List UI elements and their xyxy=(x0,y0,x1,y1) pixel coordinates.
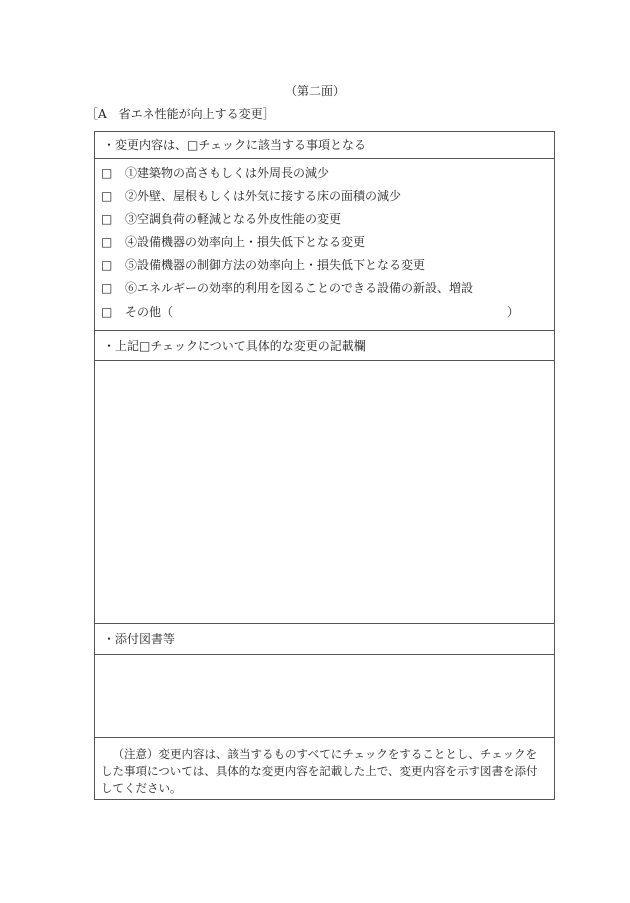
checkbox-icon[interactable]: □ xyxy=(101,235,113,249)
details-header: ・上記□チェックについて具体的な変更の記載欄 xyxy=(103,339,366,353)
checkbox-icon[interactable]: □ xyxy=(101,212,113,226)
other-close-paren: ） xyxy=(507,305,520,319)
checkbox-icon[interactable]: □ xyxy=(101,281,113,295)
checkbox-icon[interactable]: □ xyxy=(101,189,113,203)
checkbox-item-3[interactable] xyxy=(95,208,554,231)
divider xyxy=(95,330,554,331)
note-text: （注意）変更内容は、該当するものすべてにチェックをすることとし、チェックをした事項については、具体的な変更内容を記載した上で、変更内容を示す図書を添付してください。 xyxy=(101,747,538,795)
divider xyxy=(95,158,554,159)
change-form xyxy=(94,131,555,800)
section-title: ［A 省エネ性能が向上する変更］ xyxy=(86,107,275,121)
divider xyxy=(95,623,554,624)
divider xyxy=(95,737,554,738)
checkbox-item-2[interactable] xyxy=(95,185,554,208)
checkbox-label: ①建築物の高さもしくは外周長の減少 xyxy=(125,166,330,180)
page-label: （第二面） xyxy=(284,84,345,98)
checkbox-item-5[interactable] xyxy=(95,254,554,277)
other-label: その他（ xyxy=(125,305,174,319)
checkbox-label: ⑤設備機器の制御方法の効率向上・損失低下となる変更 xyxy=(125,258,426,272)
checkbox-item-6[interactable] xyxy=(95,277,554,300)
checkbox-item-1[interactable] xyxy=(95,162,554,185)
checkbox-label: ④設備機器の効率向上・損失低下となる変更 xyxy=(125,235,366,249)
checkbox-label: ③空調負荷の軽減となる外皮性能の変更 xyxy=(125,212,342,226)
checkbox-item-other[interactable] xyxy=(95,301,554,324)
checkbox-icon[interactable]: □ xyxy=(101,166,113,180)
checkbox-icon[interactable]: □ xyxy=(101,305,113,319)
attachments-field[interactable] xyxy=(95,655,554,737)
attachments-header: ・添付図書等 xyxy=(103,632,176,646)
details-field[interactable] xyxy=(95,361,554,622)
checkbox-label: ②外壁、屋根もしくは外気に接する床の面積の減少 xyxy=(125,189,402,203)
checkbox-label: ⑥エネルギーの効率的利用を図ることのできる設備の新設、増設 xyxy=(125,281,474,295)
checkbox-item-4[interactable] xyxy=(95,231,554,254)
changes-header: ・変更内容は、□チェックに該当する事項となる xyxy=(103,138,366,152)
checkbox-icon[interactable]: □ xyxy=(101,258,113,272)
